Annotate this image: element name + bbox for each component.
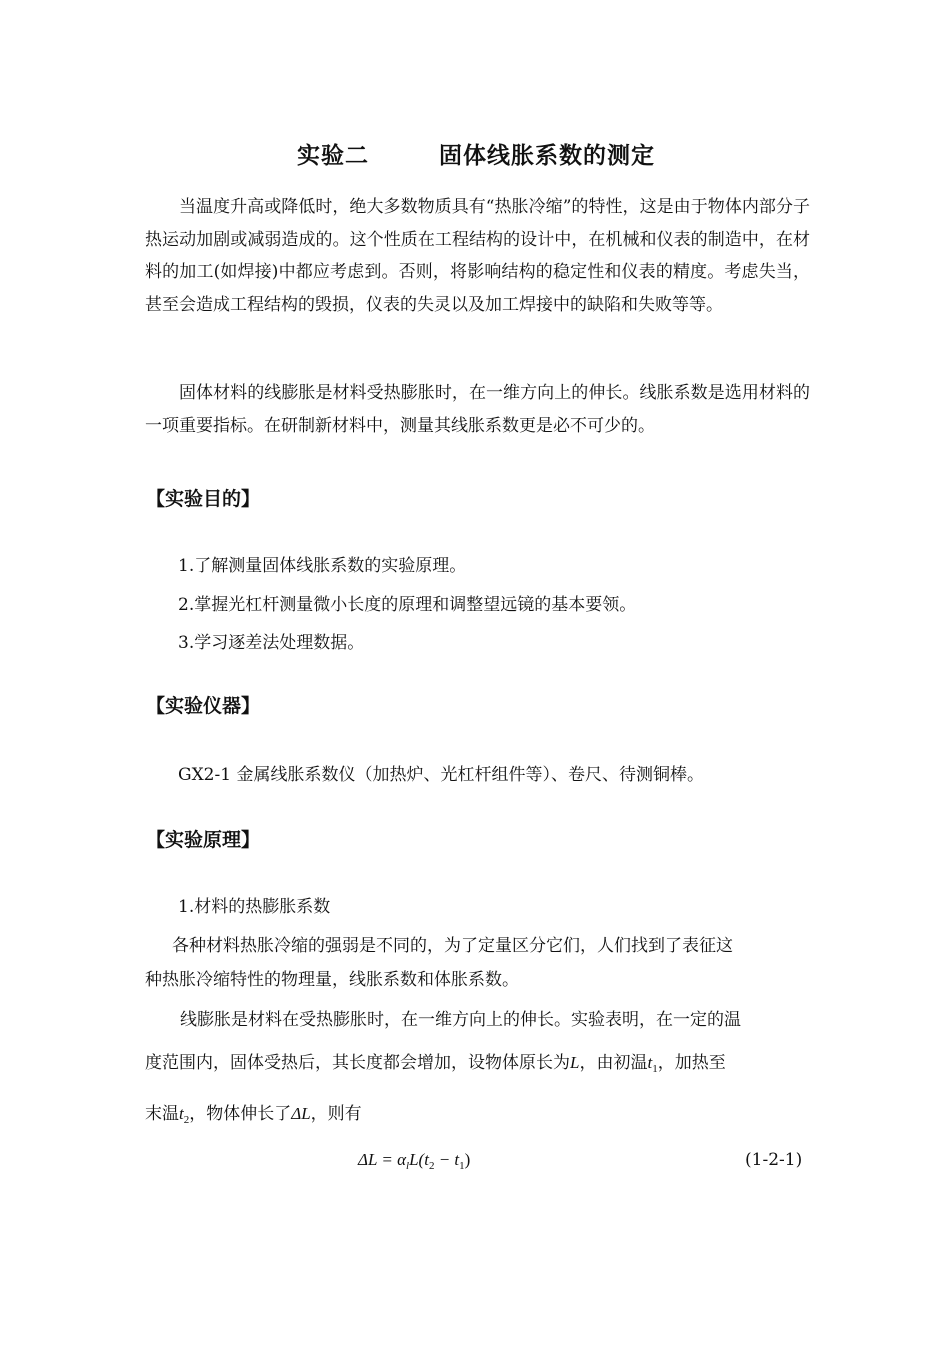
p2-line2-text-a: 度范围内，固体受热后，其长度都会增加，设物体原长为 <box>145 1053 570 1073</box>
principle-p2-line3 <box>145 1099 362 1126</box>
principle-heading: 【实验原理】 <box>146 829 261 851</box>
p2-line2-text-b: ，由初温 <box>579 1053 648 1073</box>
principle-subheading-1: 1.材料的热膨胀系数 <box>178 897 331 917</box>
page-title <box>0 137 952 170</box>
purpose-item-3: 3.学习逐差法处理数据。 <box>178 633 365 653</box>
equation-number: (1-2-1) <box>745 1150 803 1170</box>
initial-temp-symbol: $t_1$ <box>647 1053 658 1075</box>
instruments-heading: 【实验仪器】 <box>146 695 261 717</box>
intro-paragraph-2: 固体材料的线膨胀是材料受热膨胀时，在一维方向上的伸长。线胀系数是选用材料的一项重要指标。在研制新材料中，测量其线胀系数更是必不可少的。 <box>145 383 810 436</box>
p2-line3-text-a: 末温 <box>145 1104 179 1124</box>
p2-line3-text-c: ，则有 <box>310 1104 362 1124</box>
principle-p1-line2: 种热胀冷缩特性的物理量，线胀系数和体胀系数。 <box>145 970 519 990</box>
length-symbol: L <box>570 1053 580 1072</box>
principle-p1-line1: 各种材料热胀冷缩的强弱是不同的，为了定量区分它们，人们找到了表征这 <box>172 936 733 956</box>
principle-p2-line1: 线膨胀是材料在受热膨胀时，在一维方向上的伸长。实验表明，在一定的温 <box>180 1010 741 1030</box>
title-experiment-name: 固体线胀系数的测定 <box>439 143 655 170</box>
purpose-item-2: 2.掌握光杠杆测量微小长度的原理和调整望远镜的基本要领。 <box>178 595 637 615</box>
instruments-text: GX2-1 金属线胀系数仪（加热炉、光杠杆组件等）、卷尺、待测铜棒。 <box>178 765 704 785</box>
purpose-heading: 【实验目的】 <box>146 488 261 510</box>
equation-1-2-1: $\Delta L = \alpha_lL(t_2 - t_1)$ <box>358 1150 471 1172</box>
principle-p2-line2 <box>145 1048 726 1075</box>
delta-length-symbol: ΔL <box>291 1104 311 1123</box>
p2-line3-text-b: ，物体伸长了 <box>189 1104 292 1124</box>
title-experiment-number: 实验二 <box>297 143 369 170</box>
purpose-item-1: 1.了解测量固体线胀系数的实验原理。 <box>178 556 467 576</box>
intro-paragraph-1: 当温度升高或降低时，绝大多数物质具有“热胀冷缩”的特性，这是由于物体内部分子热运动加剧或减弱造成的。这个性质在工程结构的设计中，在机械和仪表的制造中，在材料的加工(如焊接)中都应考虑到。否则，将影响结构的稳定性和仪表的精度。考虑失当，甚至会造成工程结构的毁损，仪表的失灵以及加工焊接中的缺陷和失败等等。 <box>145 197 810 315</box>
final-temp-symbol: $t_2$ <box>179 1104 190 1126</box>
p2-line2-text-c: ，加热至 <box>657 1053 726 1073</box>
